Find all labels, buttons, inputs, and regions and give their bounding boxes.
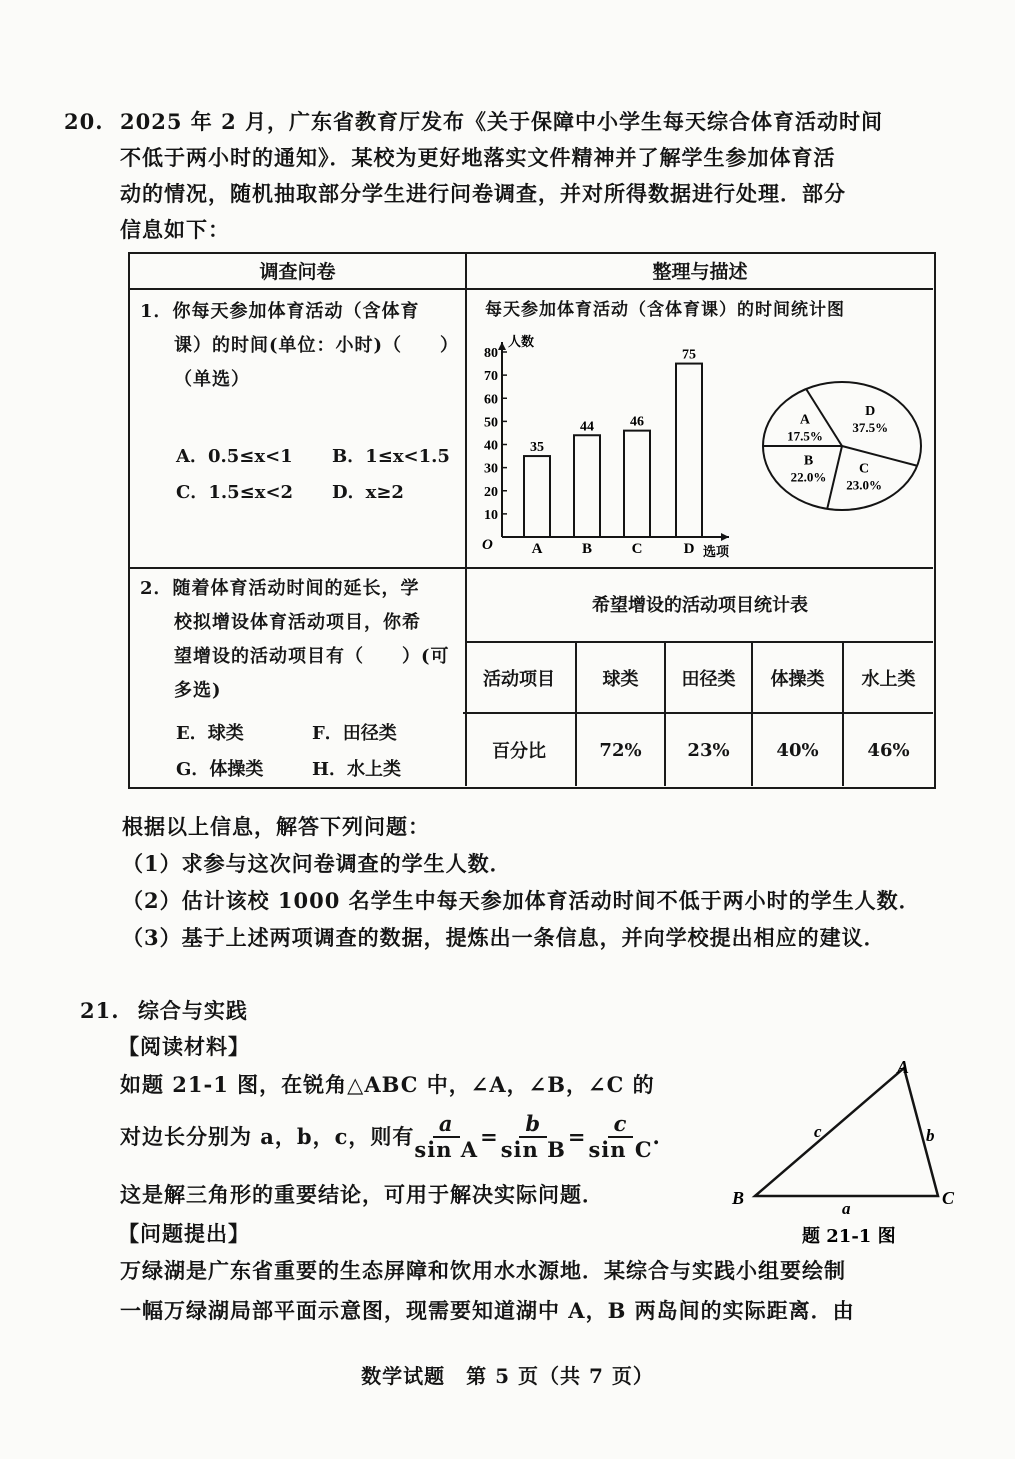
question-part-2: （2）估计该校 1000 名学生中每天参加体育活动时间不低于两小时的学生人数． [122, 888, 921, 913]
bar-value-label: 46 [630, 414, 644, 430]
stats-header-water: 水上类 [844, 643, 933, 714]
triangle-figure [720, 1055, 980, 1255]
formula-equals: = [567, 1124, 587, 1149]
bar [676, 364, 702, 537]
problem-line: 万绿湖是广东省重要的生态屏障和饮用水水源地．某综合与实践小组要绘制 [120, 1258, 846, 1283]
reading-heading: 【阅读材料】 [118, 1034, 250, 1059]
question-number: 20. [64, 109, 104, 134]
q1-option-c: C．1.5≤x<2 [176, 482, 294, 503]
stats-grid [463, 643, 933, 786]
y-tick-label: 70 [484, 369, 498, 385]
pie-slice-label: C [859, 461, 870, 477]
formula-numerator: b [519, 1112, 547, 1138]
y-tick-label: 50 [484, 415, 498, 431]
pie-slice-label: D [865, 404, 876, 420]
x-tick-label: A [531, 541, 543, 557]
chart-cell [467, 290, 933, 569]
x-axis-label: 选项 [703, 545, 730, 560]
y-tick-label: 30 [484, 461, 498, 477]
vertex-b-label: B [732, 1188, 745, 1208]
formula-denominator: sin C [588, 1137, 653, 1162]
question-20-parts [122, 808, 982, 956]
vertex-c-label: C [942, 1188, 955, 1208]
page-footer: 数学试题 第 5 页（共 7 页） [361, 1364, 654, 1388]
q2-line: 多选) [174, 680, 222, 701]
q1-line: 课）的时间(单位：小时)（ ） [174, 335, 460, 356]
question-part-3: （3）基于上述两项调查的数据，提炼出一条信息，并向学校提出相应的建议． [122, 925, 886, 950]
y-tick-label: 20 [484, 484, 498, 500]
y-axis-label: 人数 [508, 335, 535, 350]
pie-slice-value: 22.0% [790, 469, 827, 485]
stats-value-track: 23% [666, 714, 753, 786]
x-tick-label: C [631, 541, 643, 557]
y-tick-label: 60 [484, 392, 498, 408]
formula-fraction-c [588, 1112, 652, 1162]
survey-table [128, 252, 936, 789]
origin-label: O [482, 537, 493, 553]
triangle-abc [755, 1068, 938, 1196]
reading-line-2-text: 对边长分别为 a，b，c，则有 [120, 1124, 415, 1149]
bar-value-label: 75 [682, 347, 696, 363]
x-tick-label: D [683, 541, 695, 557]
stats-header-track: 田径类 [666, 643, 753, 714]
formula-fraction-b [501, 1112, 566, 1162]
y-tick-label: 40 [484, 438, 498, 454]
q2-line: 校拟增设体育活动项目，你希 [174, 612, 421, 633]
vertex-a-label: A [897, 1057, 910, 1077]
q2-line: 2．随着体育活动时间的延长，学 [140, 578, 420, 599]
stats-value-water: 46% [867, 739, 910, 761]
question-lead: 根据以上信息，解答下列问题： [122, 814, 430, 839]
reading-line-3: 这是解三角形的重要结论，可用于解决实际问题． [120, 1182, 604, 1207]
stats-value-ball: 72% [577, 714, 666, 786]
q2-option-h: H．水上类 [312, 759, 402, 780]
q2-line: 望增设的活动项目有（ ）(可 [174, 646, 450, 667]
formula-numerator: c [608, 1112, 634, 1138]
chart-title: 每天参加体育活动（含体育课）的时间统计图 [485, 300, 845, 320]
side-c-label: c [814, 1122, 822, 1141]
figure-caption: 题 21-1 图 [802, 1226, 896, 1247]
formula-denominator: sin A [414, 1137, 479, 1162]
q1-option-d: D．x≥2 [332, 482, 404, 503]
stats-title: 希望增设的活动项目统计表 [467, 569, 933, 643]
y-tick-label: 10 [484, 507, 498, 523]
q1-line: （单选） [174, 369, 250, 390]
bar [624, 431, 650, 537]
q2-option-e: E．球类 [176, 723, 244, 744]
stats-cell [467, 569, 933, 786]
problem-heading: 【问题提出】 [118, 1221, 250, 1246]
q1-option-b: B．1≤x<1.5 [332, 446, 450, 467]
y-tick-label: 80 [484, 346, 498, 361]
reading-line-1: 如题 21-1 图，在锐角△ABC 中，∠A，∠B，∠C 的 [120, 1072, 655, 1097]
question-21-title: 综合与实践 [137, 998, 248, 1023]
q2-option-f: F．田径类 [312, 723, 397, 744]
stats-row-label: 百分比 [463, 714, 577, 786]
intro-line: 动的情况，随机抽取部分学生进行问卷调查，并对所得数据进行处理．部分 [120, 181, 846, 206]
q1-option-a: A．0.5≤x<1 [176, 446, 293, 467]
stats-header-gym: 体操类 [753, 643, 844, 714]
chart-svg [467, 290, 933, 569]
question-number: 21. [80, 998, 120, 1023]
side-b-label: b [926, 1126, 935, 1145]
survey-q1 [130, 290, 467, 569]
pie-slice-value: 17.5% [787, 428, 823, 444]
question-20-intro [64, 104, 976, 248]
intro-line: 不低于两小时的通知》．某校为更好地落实文件精神并了解学生参加体育活 [120, 145, 836, 170]
bar [574, 435, 600, 537]
pie-slice-label: A [799, 412, 811, 428]
x-axis-arrow [721, 533, 729, 541]
pie-slice-value: 37.5% [852, 420, 889, 436]
pie-slice-edge [827, 446, 842, 509]
formula-equals: = [480, 1124, 499, 1149]
question-part-1: （1）求参与这次问卷调查的学生人数． [122, 851, 512, 876]
formula-numerator: a [433, 1112, 460, 1138]
formula-denominator: sin B [500, 1137, 566, 1162]
x-tick-label: B [581, 541, 593, 557]
problem-line: 一幅万绿湖局部平面示意图，现需要知道湖中 A，B 两岛间的实际距离．由 [120, 1298, 855, 1323]
stats-value-gym: 40% [753, 714, 844, 786]
formula-period: . [652, 1124, 661, 1149]
bar-value-label: 44 [580, 419, 594, 435]
bar [524, 456, 550, 537]
stats-header-item: 活动项目 [463, 643, 577, 714]
header-survey: 调查问卷 [130, 254, 467, 290]
y-axis-arrow [498, 342, 506, 350]
stats-header-ball: 球类 [577, 643, 666, 714]
intro-line: 2025 年 2 月，广东省教育厅发布《关于保障中小学生每天综合体育活动时间 [120, 109, 883, 134]
intro-line: 信息如下： [120, 217, 230, 242]
q1-line: 1．你每天参加体育活动（含体育 [140, 301, 420, 322]
pie-slice-label: B [803, 453, 814, 469]
formula-fraction-a [414, 1112, 478, 1162]
q2-option-g: G．体操类 [176, 759, 264, 780]
pie-slice-value: 23.0% [846, 477, 882, 493]
survey-q2 [130, 569, 467, 786]
bar-value-label: 35 [530, 440, 544, 456]
pie-slice-edge [842, 446, 917, 466]
header-analysis: 整理与描述 [467, 254, 933, 290]
side-a-label: a [842, 1199, 851, 1218]
